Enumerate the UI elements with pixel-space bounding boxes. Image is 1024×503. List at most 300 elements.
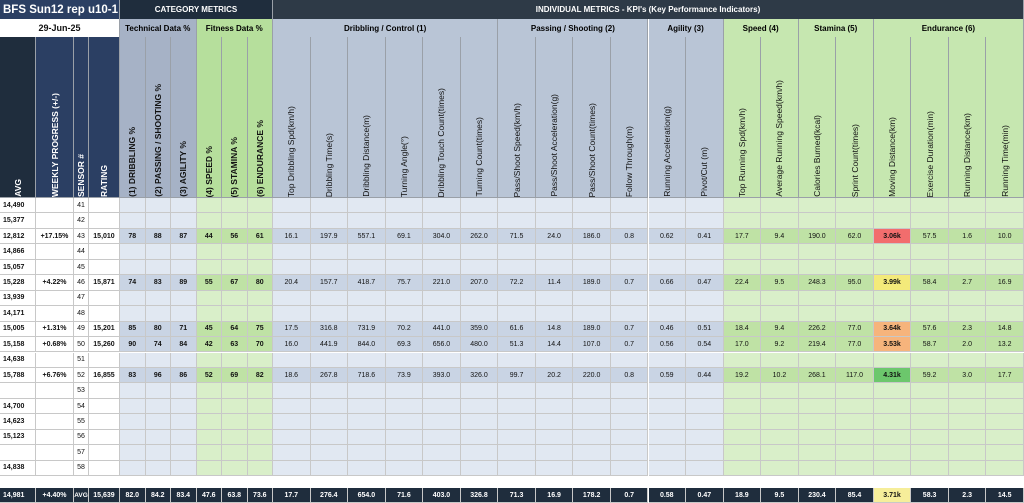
- column-kpi-18-label: Exercise Duration(min): [924, 110, 935, 197]
- footer-kpi-cell: 85.4: [836, 488, 874, 503]
- kpi-cell: [649, 383, 687, 398]
- kpi-cell: [724, 399, 762, 414]
- column-kpi-7: [498, 37, 536, 198]
- kpi-cell: [273, 430, 311, 445]
- cat-cell: [197, 198, 223, 213]
- cat-cell: [197, 399, 223, 414]
- avg-cell: 14,490: [0, 198, 36, 213]
- footer-kpi-cell: 276.4: [311, 488, 349, 503]
- avg-cell: 15,228: [0, 275, 36, 290]
- rating-cell: 15,260: [89, 337, 120, 352]
- kpi-cell: [911, 461, 949, 476]
- kpi-cell: [649, 461, 687, 476]
- cat-cell: [197, 244, 223, 259]
- cat-cell: 45: [197, 322, 223, 337]
- column-avg: [0, 37, 36, 198]
- footer-cat-cell: 84.2: [146, 488, 172, 503]
- cat-cell: 96: [146, 368, 172, 383]
- kpi-cell: [311, 399, 349, 414]
- kpi-cell: 20.2: [536, 368, 574, 383]
- kpi-cell: [348, 383, 386, 398]
- kpi-cell: [348, 353, 386, 368]
- kpi-cell: [724, 306, 762, 321]
- kpi-cell: 14.4: [536, 337, 574, 352]
- column-kpi-6: [461, 37, 499, 198]
- column-cat-1: [120, 37, 146, 198]
- kpi-cell: [461, 461, 499, 476]
- cat-cell: [171, 244, 197, 259]
- kpi-cell: 17.0: [724, 337, 762, 352]
- cat-cell: [222, 198, 248, 213]
- kpi-cell: [986, 430, 1024, 445]
- kpi-cell: 17.7: [986, 368, 1024, 383]
- cat-cell: [171, 414, 197, 429]
- footer-kpi-cell: 0.7: [611, 488, 649, 503]
- kpi-cell: 17.5: [273, 322, 311, 337]
- kpi-cell: [273, 244, 311, 259]
- kpi-cell: 24.0: [536, 229, 574, 244]
- kpi-cell: [986, 213, 1024, 228]
- sensor-cell: 54: [74, 399, 89, 414]
- cat-cell: [222, 244, 248, 259]
- kpi-cell: [724, 213, 762, 228]
- cat-cell: 85: [120, 322, 146, 337]
- cat-cell: [248, 244, 274, 259]
- kpi-cell: [611, 260, 649, 275]
- kpi-cell: [386, 353, 424, 368]
- column-kpi-5-label: Dribbling Touch Count(times): [436, 87, 447, 197]
- kpi-cell: [498, 430, 536, 445]
- cat-cell: [146, 383, 172, 398]
- footer-cat-cell: 63.8: [222, 488, 248, 503]
- kpi-cell: [461, 260, 499, 275]
- kpi-cell: [423, 198, 461, 213]
- kpi-cell: [686, 383, 724, 398]
- column-kpi-14-label: Average Running Speed(km/h): [774, 80, 785, 197]
- column-sensor: [74, 37, 89, 198]
- kpi-cell: [836, 414, 874, 429]
- weekly-cell: +4.22%: [36, 275, 74, 290]
- footer-kpi-cell: 14.5: [986, 488, 1024, 503]
- column-kpi-17-label: Moving Distance(km): [887, 117, 898, 197]
- kpi-cell: [686, 306, 724, 321]
- kpi-cell: [536, 430, 574, 445]
- column-kpi-14: [761, 37, 799, 198]
- cat-cell: [222, 445, 248, 460]
- cat-cell: [222, 291, 248, 306]
- sensor-cell: 50: [74, 337, 89, 352]
- kpi-cell: [911, 399, 949, 414]
- kpi-cell: [423, 445, 461, 460]
- kpi-cell: [799, 461, 837, 476]
- column-kpi-13: [724, 37, 762, 198]
- kpi-cell: [423, 244, 461, 259]
- column-cat-4-label: (4) SPEED %: [203, 145, 214, 197]
- cat-cell: [248, 399, 274, 414]
- cat-cell: [248, 445, 274, 460]
- kpi-cell: [611, 306, 649, 321]
- avg-cell: 14,838: [0, 461, 36, 476]
- footer-kpi-cell: 9.5: [761, 488, 799, 503]
- cat-cell: 83: [120, 368, 146, 383]
- avg-cell: 15,158: [0, 337, 36, 352]
- kpi-cell: [911, 445, 949, 460]
- kpi-cell: [724, 198, 762, 213]
- avg-cell: 14,700: [0, 399, 36, 414]
- kpi-cell: 9.2: [761, 337, 799, 352]
- kpi-cell: [498, 198, 536, 213]
- kpi-cell: [498, 383, 536, 398]
- kpi-cell: [799, 291, 837, 306]
- kpi-cell: [761, 399, 799, 414]
- kpi-cell: 441.0: [423, 322, 461, 337]
- kpi-cell: [761, 291, 799, 306]
- kpi-cell: 17.7: [724, 229, 762, 244]
- kpi-cell: [611, 399, 649, 414]
- cat-cell: [120, 430, 146, 445]
- kpi-cell: 248.3: [799, 275, 837, 290]
- column-kpi-10-label: Follow Through(m): [624, 125, 635, 197]
- kpi-cell: 0.41: [686, 229, 724, 244]
- weekly-cell: [36, 213, 74, 228]
- kpi-cell: 2.7: [949, 275, 987, 290]
- column-kpi-10: [611, 37, 649, 198]
- cat-cell: [222, 414, 248, 429]
- kpi-cell: [461, 244, 499, 259]
- kpi-cell: [686, 198, 724, 213]
- column-kpi-12-label: Pivot/Cut (m): [699, 147, 710, 197]
- kpi-cell: 3.53k: [874, 337, 912, 352]
- column-kpi-20: [986, 37, 1024, 198]
- footer-kpi-cell: 0.47: [686, 488, 724, 503]
- kpi-cell: [461, 414, 499, 429]
- column-cat-2-label: (2) PASSING / SHOOTING %: [152, 84, 163, 197]
- kpi-cell: 3.64k: [874, 322, 912, 337]
- kpi-cell: 10.0: [986, 229, 1024, 244]
- kpi-cell: [573, 244, 611, 259]
- kpi-cell: [724, 260, 762, 275]
- kpi-cell: [874, 260, 912, 275]
- kpi-cell: [649, 414, 687, 429]
- rating-cell: [89, 291, 120, 306]
- kpi-cell: 186.0: [573, 229, 611, 244]
- kpi-cell: 19.2: [724, 368, 762, 383]
- kpi-cell: [911, 260, 949, 275]
- weekly-cell: [36, 198, 74, 213]
- cat-cell: [197, 461, 223, 476]
- sensor-cell: 46: [74, 275, 89, 290]
- kpi-cell: [761, 213, 799, 228]
- footer-kpi-cell: 0.58: [649, 488, 687, 503]
- column-kpi-1-label: Top Dribbling Spd(km/h): [286, 105, 297, 197]
- kpi-cell: [423, 353, 461, 368]
- kpi-cell: [986, 260, 1024, 275]
- kpi-cell: 69.3: [386, 337, 424, 352]
- kpi-cell: [986, 399, 1024, 414]
- kpi-cell: 58.7: [911, 337, 949, 352]
- kpi-cell: [461, 213, 499, 228]
- kpi-cell: [611, 445, 649, 460]
- kpi-cell: [536, 198, 574, 213]
- kpi-cell: 0.8: [611, 368, 649, 383]
- rating-cell: [89, 383, 120, 398]
- cat-cell: 90: [120, 337, 146, 352]
- cat-cell: 83: [146, 275, 172, 290]
- kpi-cell: [461, 353, 499, 368]
- cat-cell: [197, 353, 223, 368]
- cat-cell: [171, 445, 197, 460]
- kpi-cell: [799, 198, 837, 213]
- cat-cell: 80: [146, 322, 172, 337]
- cat-cell: [171, 461, 197, 476]
- kpi-cell: [799, 306, 837, 321]
- kpi-cell: 844.0: [348, 337, 386, 352]
- kpi-cell: 77.0: [836, 337, 874, 352]
- kpi-cell: 0.56: [649, 337, 687, 352]
- kpi-cell: [461, 445, 499, 460]
- kpi-cell: [611, 291, 649, 306]
- kpi-cell: 0.51: [686, 322, 724, 337]
- weekly-cell: [36, 430, 74, 445]
- cat-cell: 69: [222, 368, 248, 383]
- cat-cell: [197, 414, 223, 429]
- weekly-cell: +1.31%: [36, 322, 74, 337]
- kpi-cell: 268.1: [799, 368, 837, 383]
- column-kpi-19: [949, 37, 987, 198]
- kpi-cell: [986, 461, 1024, 476]
- kpi-cell: [311, 414, 349, 429]
- kpi-cell: [874, 213, 912, 228]
- column-kpi-3: [348, 37, 386, 198]
- kpi-cell: [911, 353, 949, 368]
- kpi-cell: [386, 291, 424, 306]
- kpi-cell: [423, 306, 461, 321]
- cat-cell: [248, 198, 274, 213]
- weekly-cell: [36, 244, 74, 259]
- kpi-cell: 57.5: [911, 229, 949, 244]
- kpi-cell: [536, 260, 574, 275]
- kpi-cell: [799, 445, 837, 460]
- kpi-cell: [498, 399, 536, 414]
- cat-cell: [146, 260, 172, 275]
- kpi-cell: [423, 383, 461, 398]
- kpi-cell: [911, 291, 949, 306]
- kpi-cell: 117.0: [836, 368, 874, 383]
- kpi-cell: 0.47: [686, 275, 724, 290]
- kpi-cell: [949, 430, 987, 445]
- kpi-cell: [573, 353, 611, 368]
- kpi-cell: [949, 414, 987, 429]
- avg-cell: 15,005: [0, 322, 36, 337]
- column-avg-label: AVG: [12, 179, 23, 197]
- cat-cell: [171, 260, 197, 275]
- kpi-cell: 2.0: [949, 337, 987, 352]
- group-stamina: Stamina (5): [799, 19, 874, 37]
- cat-cell: [197, 213, 223, 228]
- kpi-cell: 557.1: [348, 229, 386, 244]
- kpi-cell: [498, 306, 536, 321]
- footer-kpi-cell: 230.4: [799, 488, 837, 503]
- cat-cell: [146, 306, 172, 321]
- cat-cell: 80: [248, 275, 274, 290]
- column-weekly-progress-label: WEEKLY PROGRESS (+/-): [49, 92, 60, 197]
- kpi-cell: [949, 383, 987, 398]
- weekly-cell: +17.15%: [36, 229, 74, 244]
- kpi-cell: [273, 399, 311, 414]
- kpi-cell: [874, 291, 912, 306]
- cat-cell: 67: [222, 275, 248, 290]
- kpi-cell: [836, 306, 874, 321]
- kpi-cell: [311, 430, 349, 445]
- cat-cell: 84: [171, 337, 197, 352]
- kpi-cell: [986, 414, 1024, 429]
- kpi-cell: [536, 383, 574, 398]
- kpi-cell: [423, 213, 461, 228]
- cat-cell: [120, 414, 146, 429]
- kpi-cell: 418.7: [348, 275, 386, 290]
- kpi-cell: [761, 461, 799, 476]
- kpi-cell: 316.8: [311, 322, 349, 337]
- footer-kpi-cell: 58.3: [911, 488, 949, 503]
- kpi-cell: [498, 414, 536, 429]
- kpi-cell: [611, 198, 649, 213]
- group-speed: Speed (4): [724, 19, 799, 37]
- weekly-cell: [36, 383, 74, 398]
- kpi-cell: [498, 353, 536, 368]
- kpi-cell: 16.1: [273, 229, 311, 244]
- kpi-cell: [911, 198, 949, 213]
- cat-cell: [120, 383, 146, 398]
- cat-cell: [248, 306, 274, 321]
- kpi-cell: [761, 198, 799, 213]
- kpi-cell: [799, 260, 837, 275]
- kpi-cell: [273, 414, 311, 429]
- kpi-cell: [611, 353, 649, 368]
- kpi-cell: [911, 244, 949, 259]
- kpi-cell: [536, 353, 574, 368]
- kpi-cell: [573, 213, 611, 228]
- kpi-cell: [273, 291, 311, 306]
- kpi-cell: [724, 244, 762, 259]
- kpi-cell: [311, 213, 349, 228]
- kpi-cell: 190.0: [799, 229, 837, 244]
- kpi-cell: [799, 430, 837, 445]
- kpi-cell: [874, 244, 912, 259]
- kpi-cell: [461, 198, 499, 213]
- cat-cell: [171, 291, 197, 306]
- footer-kpi-cell: 17.7: [273, 488, 311, 503]
- kpi-cell: 326.0: [461, 368, 499, 383]
- kpi-cell: 189.0: [573, 275, 611, 290]
- kpi-cell: 73.9: [386, 368, 424, 383]
- column-kpi-4: [386, 37, 424, 198]
- cat-cell: [248, 414, 274, 429]
- footer-cat-cell: 82.0: [120, 488, 146, 503]
- kpi-cell: [611, 213, 649, 228]
- kpi-cell: [911, 213, 949, 228]
- kpi-cell: [836, 399, 874, 414]
- kpi-cell: 1.6: [949, 229, 987, 244]
- individual-metrics-header: INDIVIDUAL METRICS - KPI's (Key Performance Indicators): [273, 0, 1024, 19]
- kpi-cell: 9.4: [761, 229, 799, 244]
- column-kpi-8: [536, 37, 574, 198]
- footer-rating-cell: 15,639: [89, 488, 120, 503]
- kpi-cell: [273, 213, 311, 228]
- kpi-cell: [686, 445, 724, 460]
- cat-cell: 64: [222, 322, 248, 337]
- sensor-cell: 43: [74, 229, 89, 244]
- kpi-cell: [461, 430, 499, 445]
- kpi-cell: [799, 213, 837, 228]
- column-kpi-13-label: Top Running Spd(km/h): [736, 107, 747, 197]
- cat-cell: [120, 291, 146, 306]
- cat-cell: [171, 213, 197, 228]
- kpi-cell: [348, 445, 386, 460]
- kpi-cell: [649, 430, 687, 445]
- column-kpi-11-label: Running Acceleration(g): [661, 106, 672, 197]
- kpi-cell: [686, 213, 724, 228]
- column-kpi-6-label: Turning Count(times): [474, 117, 485, 197]
- footer-cat-cell: 83.4: [171, 488, 197, 503]
- kpi-cell: 99.7: [498, 368, 536, 383]
- kpi-cell: 20.4: [273, 275, 311, 290]
- kpi-cell: [461, 399, 499, 414]
- group-fitness: Fitness Data %: [197, 19, 274, 37]
- cat-cell: [146, 291, 172, 306]
- column-kpi-11: [649, 37, 687, 198]
- cat-cell: 74: [146, 337, 172, 352]
- kpi-cell: [386, 244, 424, 259]
- weekly-cell: [36, 260, 74, 275]
- column-cat-2: [146, 37, 172, 198]
- avg-cell: [0, 383, 36, 398]
- cat-cell: [171, 430, 197, 445]
- cat-cell: 74: [120, 275, 146, 290]
- kpi-cell: [686, 260, 724, 275]
- kpi-cell: [348, 306, 386, 321]
- kpi-cell: [874, 399, 912, 414]
- report-title: BFS Sun12 rep u10-1: [0, 0, 120, 19]
- sensor-cell: 48: [74, 306, 89, 321]
- kpi-cell: [311, 353, 349, 368]
- cat-cell: [120, 399, 146, 414]
- rating-cell: 15,010: [89, 229, 120, 244]
- kpi-cell: [649, 213, 687, 228]
- kpi-cell: [724, 445, 762, 460]
- kpi-cell: [573, 291, 611, 306]
- kpi-cell: [761, 414, 799, 429]
- kpi-cell: [423, 461, 461, 476]
- kpi-cell: 2.3: [949, 322, 987, 337]
- kpi-cell: [836, 198, 874, 213]
- kpi-cell: [686, 291, 724, 306]
- kpi-cell: [536, 291, 574, 306]
- cat-cell: [146, 244, 172, 259]
- kpi-cell: [836, 260, 874, 275]
- weekly-cell: [36, 445, 74, 460]
- weekly-cell: +6.76%: [36, 368, 74, 383]
- footer-sensor-cell: AVG: [74, 488, 89, 503]
- cat-cell: [248, 260, 274, 275]
- rating-cell: [89, 244, 120, 259]
- kpi-cell: [686, 353, 724, 368]
- kpi-cell: [761, 430, 799, 445]
- kpi-cell: [874, 414, 912, 429]
- avg-cell: 15,788: [0, 368, 36, 383]
- cat-cell: 89: [171, 275, 197, 290]
- column-cat-5: [222, 37, 248, 198]
- report-date: 29-Jun-25: [0, 19, 120, 37]
